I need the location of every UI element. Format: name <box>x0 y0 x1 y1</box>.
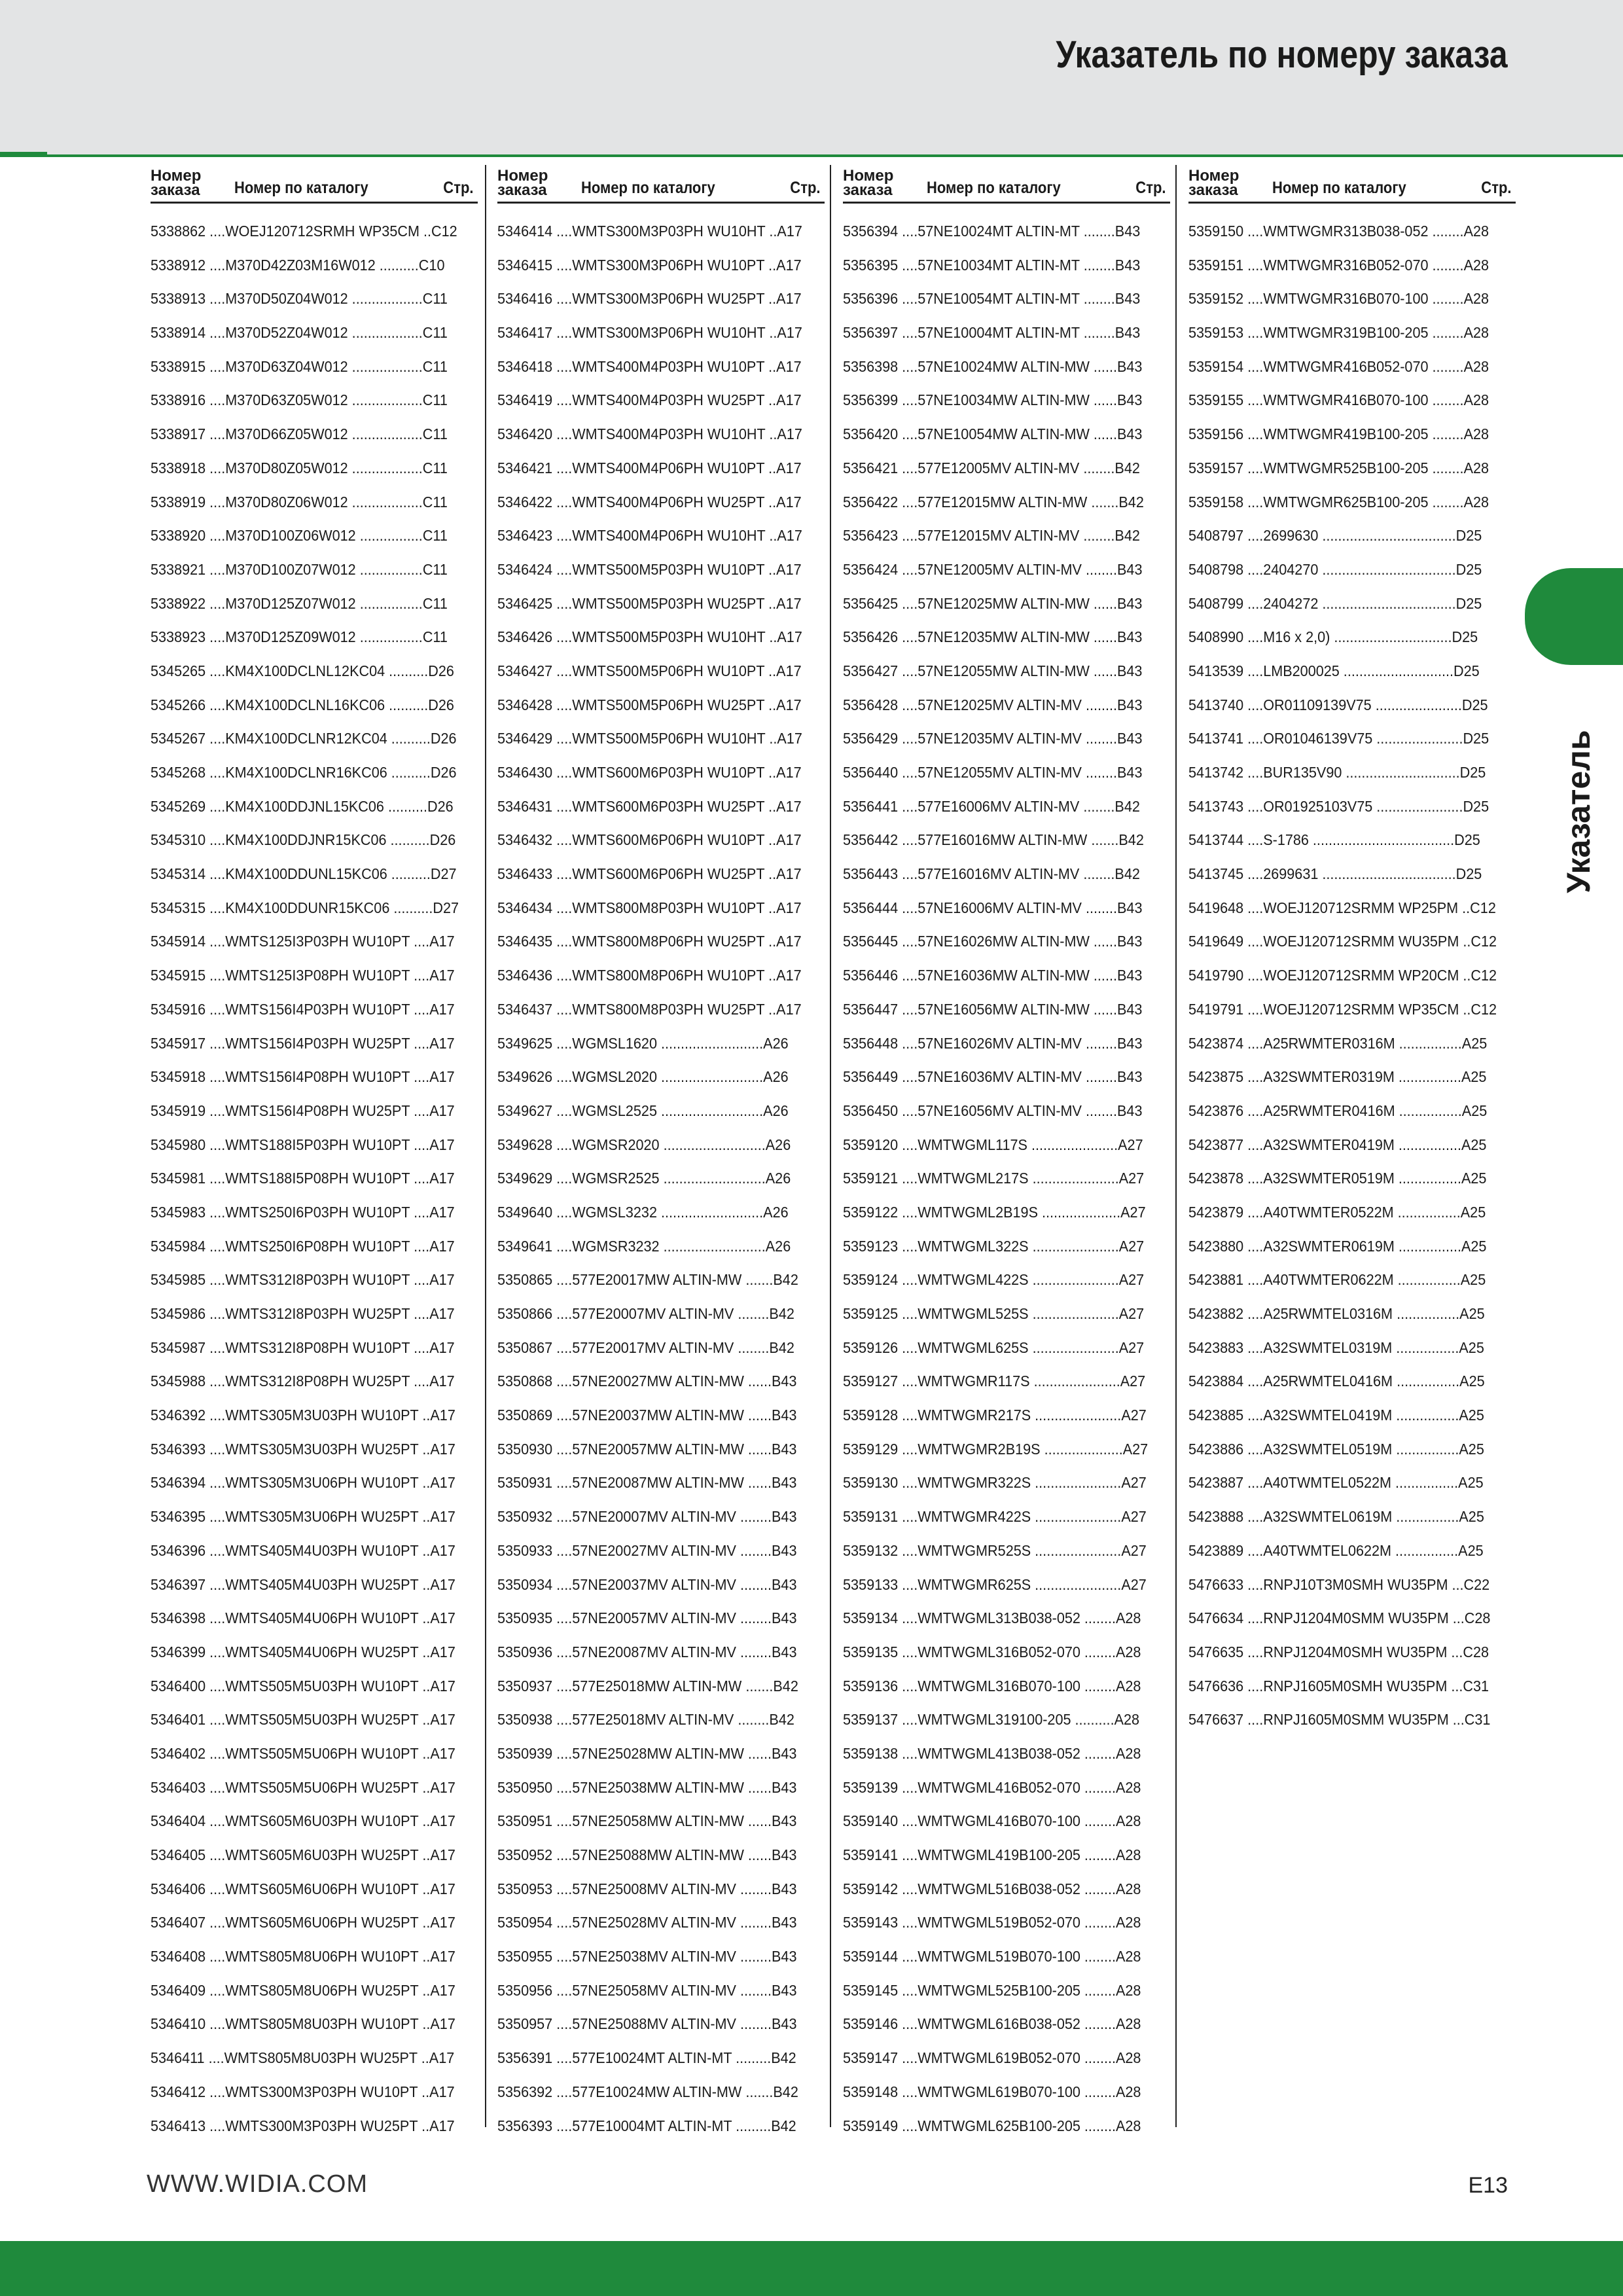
index-entry: 5346421 ....WMTS400M4P06PH WU10PT ..A17 <box>497 459 802 476</box>
index-entry: 5350939 ....57NE25028MW ALTIN-MW ......B43 <box>497 1744 797 1762</box>
index-entry: 5346426 ....WMTS500M5P03PH WU10HT ..A17 <box>497 628 802 646</box>
index-entry: 5359155 ....WMTWGMR416B070-100 ........A28 <box>1188 391 1489 409</box>
index-entry: 5346408 ....WMTS805M8U06PH WU10PT ..A17 <box>151 1948 455 1965</box>
index-entry: 5338923 ....M370D125Z09W012 ................C11 <box>151 628 448 646</box>
index-entry: 5413743 ....OR01925103V75 ......................D25 <box>1188 797 1489 815</box>
footer-band <box>0 2241 1623 2296</box>
index-entry: 5476636 ....RNPJ1605M0SMH WU35PM ...C31 <box>1188 1677 1489 1695</box>
index-entry: 5346396 ....WMTS405M4U03PH WU10PT ..A17 <box>151 1541 455 1559</box>
index-entry: 5345915 ....WMTS125I3P08PH WU10PT ....A17 <box>151 967 455 984</box>
index-entry: 5345987 ....WMTS312I8P08PH WU10PT ....A17 <box>151 1338 455 1356</box>
header-catalog-number: Номер по каталогу <box>927 179 1061 197</box>
index-entry: 5350953 ....57NE25008MV ALTIN-MV ........B43 <box>497 1880 797 1897</box>
index-entry: 5346399 ....WMTS405M4U06PH WU25PT ..A17 <box>151 1643 455 1660</box>
index-entry: 5349627 ....WGMSL2525 ..........................A26 <box>497 1102 789 1119</box>
index-entry: 5356440 ....57NE12055MV ALTIN-MV ........B43 <box>843 764 1143 781</box>
index-entry: 5359143 ....WMTWGML519B052-070 ........A28 <box>843 1914 1141 1931</box>
index-entry: 5423885 ....A32SWMTEL0419M ................A25 <box>1188 1407 1484 1424</box>
index-entry: 5423887 ....A40TWMTEL0522M ................A25 <box>1188 1474 1484 1492</box>
index-entry: 5346397 ....WMTS405M4U03PH WU25PT ..A17 <box>151 1575 455 1593</box>
column-header <box>497 162 825 204</box>
header-order-number: Номер заказа <box>151 167 202 199</box>
index-entry: 5346429 ....WMTS500M5P06PH WU10HT ..A17 <box>497 730 802 747</box>
index-entry: 5356450 ....57NE16056MV ALTIN-MV ........B43 <box>843 1102 1143 1119</box>
index-entry: 5349629 ....WGMSR2525 ..........................A26 <box>497 1170 791 1187</box>
index-entry: 5423882 ....A25RWMTEL0316M ................A25 <box>1188 1305 1485 1322</box>
index-column-4 <box>1188 162 1516 1729</box>
index-entry: 5338921 ....M370D100Z07W012 ................C11 <box>151 560 448 578</box>
index-entry: 5346402 ....WMTS505M5U06PH WU10PT ..A17 <box>151 1744 455 1762</box>
index-entry: 5346413 ....WMTS300M3P03PH WU25PT ..A17 <box>151 2117 455 2134</box>
index-entry: 5359150 ....WMTWGMR313B038-052 ........A28 <box>1188 223 1489 240</box>
header-band <box>0 0 1623 154</box>
index-entry: 5356423 ....577E12015MV ALTIN-MV ........B42 <box>843 527 1140 545</box>
index-entry: 5359154 ....WMTWGMR416B052-070 ........A28 <box>1188 357 1489 375</box>
index-entry: 5419649 ....WOEJ120712SRMM WU35PM ..C12 <box>1188 933 1497 950</box>
index-entry: 5359131 ....WMTWGMR422S ......................A27 <box>843 1508 1147 1526</box>
index-entry: 5338916 ....M370D63Z05W012 ..................C11 <box>151 391 448 409</box>
index-entry: 5356392 ....577E10024MW ALTIN-MW .......B42 <box>497 2083 798 2100</box>
index-entry: 5349641 ....WGMSR3232 ..........................A26 <box>497 1237 791 1255</box>
index-entry: 5359133 ....WMTWGMR625S ......................A27 <box>843 1575 1147 1593</box>
index-entry: 5345985 ....WMTS312I8P03PH WU10PT ....A17 <box>151 1271 455 1289</box>
index-entry: 5338862 ....WOEJ120712SRMH WP35CM ..C12 <box>151 223 457 240</box>
index-entry: 5350935 ....57NE20057MV ALTIN-MV ........B43 <box>497 1609 797 1627</box>
index-entry: 5346418 ....WMTS400M4P03PH WU10PT ..A17 <box>497 357 802 375</box>
index-entry: 5346414 ....WMTS300M3P03PH WU10HT ..A17 <box>497 223 802 240</box>
index-entry: 5338913 ....M370D50Z04W012 ..................C11 <box>151 290 448 308</box>
index-entry: 5356398 ....57NE10024MW ALTIN-MW ......B43 <box>843 357 1143 375</box>
header-catalog-number: Номер по каталогу <box>581 179 715 197</box>
index-column-1 <box>151 162 478 2134</box>
index-entry: 5350866 ....577E20007MV ALTIN-MV ........B42 <box>497 1305 794 1322</box>
index-entry: 5338912 ....M370D42Z03M16W012 ..........C10 <box>151 256 445 274</box>
header-order-number: Номер заказа <box>497 167 548 199</box>
index-entry: 5419648 ....WOEJ120712SRMM WP25PM ..C12 <box>1188 899 1496 916</box>
index-entry: 5346411 ....WMTS805M8U03PH WU25PT ..A17 <box>151 2049 455 2067</box>
index-entry: 5423889 ....A40TWMTEL0622M ................A25 <box>1188 1541 1484 1559</box>
index-entry: 5346410 ....WMTS805M8U03PH WU10PT ..A17 <box>151 2015 455 2033</box>
index-entry: 5346420 ....WMTS400M4P03PH WU10HT ..A17 <box>497 425 802 443</box>
index-entry: 5423886 ....A32SWMTEL0519M ................A25 <box>1188 1440 1484 1458</box>
index-entry: 5359123 ....WMTWGML322S ......................A27 <box>843 1237 1145 1255</box>
index-entry: 5356449 ....57NE16036MV ALTIN-MV ........B43 <box>843 1068 1143 1086</box>
index-entry: 5346416 ....WMTS300M3P06PH WU25PT ..A17 <box>497 290 802 308</box>
index-entry: 5345266 ....KM4X100DCLNL16KC06 ..........D26 <box>151 696 454 713</box>
index-entry: 5345919 ....WMTS156I4P08PH WU25PT ....A17 <box>151 1102 455 1119</box>
column-divider <box>830 165 831 2127</box>
index-entry: 5413740 ....OR01109139V75 ......................D25 <box>1188 696 1488 713</box>
index-entry: 5356428 ....57NE12025MV ALTIN-MV ........B43 <box>843 696 1143 713</box>
index-entry: 5346401 ....WMTS505M5U03PH WU25PT ..A17 <box>151 1711 455 1729</box>
index-entry: 5346422 ....WMTS400M4P06PH WU25PT ..A17 <box>497 493 802 511</box>
index-entry: 5356424 ....57NE12005MV ALTIN-MV ........B43 <box>843 560 1143 578</box>
index-list <box>151 215 478 2143</box>
column-header <box>843 162 1170 204</box>
index-entry: 5408797 ....2699630 ..................................D25 <box>1188 527 1482 545</box>
index-entry: 5356399 ....57NE10034MW ALTIN-MW ......B43 <box>843 391 1143 409</box>
header-page: Стр. <box>790 179 821 197</box>
index-entry: 5359136 ....WMTWGML316B070-100 ........A28 <box>843 1677 1141 1695</box>
index-entry: 5350867 ....577E20017MV ALTIN-MV ........B42 <box>497 1338 794 1356</box>
index-entry: 5350955 ....57NE25038MV ALTIN-MV ........B43 <box>497 1948 797 1965</box>
index-entry: 5346415 ....WMTS300M3P06PH WU10PT ..A17 <box>497 256 802 274</box>
index-entry: 5359156 ....WMTWGMR419B100-205 ........A28 <box>1188 425 1489 443</box>
index-entry: 5345980 ....WMTS188I5P03PH WU10PT ....A17 <box>151 1136 455 1153</box>
index-entry: 5346435 ....WMTS800M8P06PH WU25PT ..A17 <box>497 933 802 950</box>
header-page: Стр. <box>1135 179 1166 197</box>
index-entry: 5359148 ....WMTWGML619B070-100 ........A28 <box>843 2083 1141 2100</box>
index-entry: 5350951 ....57NE25058MW ALTIN-MW ......B43 <box>497 1812 797 1830</box>
index-list <box>843 215 1170 2143</box>
header-page: Стр. <box>443 179 474 197</box>
index-entry: 5423880 ....A32SWMTER0619M ................A25 <box>1188 1237 1487 1255</box>
index-entry: 5345983 ....WMTS250I6P03PH WU10PT ....A17 <box>151 1203 455 1221</box>
index-entry: 5359157 ....WMTWGMR525B100-205 ........A28 <box>1188 459 1489 476</box>
index-entry: 5356422 ....577E12015MW ALTIN-MW .......B42 <box>843 493 1144 511</box>
index-entry: 5359145 ....WMTWGML525B100-205 ........A28 <box>843 1981 1141 1999</box>
index-entry: 5359144 ....WMTWGML519B070-100 ........A28 <box>843 1948 1141 1965</box>
index-entry: 5423883 ....A32SWMTEL0319M ................A25 <box>1188 1338 1484 1356</box>
footer-url: WWW.WIDIA.COM <box>147 2170 368 2198</box>
index-entry: 5356429 ....57NE12035MV ALTIN-MV ........B43 <box>843 730 1143 747</box>
index-entry: 5346392 ....WMTS305M3U03PH WU10PT ..A17 <box>151 1407 455 1424</box>
index-entry: 5346434 ....WMTS800M8P03PH WU10PT ..A17 <box>497 899 802 916</box>
index-entry: 5359135 ....WMTWGML316B052-070 ........A28 <box>843 1643 1141 1660</box>
index-entry: 5356446 ....57NE16036MW ALTIN-MW ......B43 <box>843 967 1143 984</box>
index-entry: 5359132 ....WMTWGMR525S ......................A27 <box>843 1541 1147 1559</box>
index-entry: 5356426 ....57NE12035MW ALTIN-MW ......B43 <box>843 628 1143 646</box>
index-entry: 5345310 ....KM4X100DDJNR15KC06 ..........D26 <box>151 831 456 849</box>
index-entry: 5346433 ....WMTS600M6P06PH WU25PT ..A17 <box>497 865 802 883</box>
index-entry: 5346393 ....WMTS305M3U03PH WU25PT ..A17 <box>151 1440 455 1458</box>
index-entry: 5356448 ....57NE16026MV ALTIN-MV ........B43 <box>843 1034 1143 1052</box>
index-entry: 5413744 ....S-1786 ....................................D25 <box>1188 831 1480 849</box>
header-catalog-number: Номер по каталогу <box>234 179 368 197</box>
index-entry: 5345315 ....KM4X100DDUNR15KC06 ..........D27 <box>151 899 459 916</box>
page-title: Указатель по номеру заказа <box>1056 33 1508 76</box>
index-entry: 5359121 ....WMTWGML217S ......................A27 <box>843 1170 1145 1187</box>
index-entry: 5350937 ....577E25018MW ALTIN-MW .......B42 <box>497 1677 798 1695</box>
index-entry: 5338919 ....M370D80Z06W012 ..................C11 <box>151 493 448 511</box>
index-entry: 5476634 ....RNPJ1204M0SMM WU35PM ...C28 <box>1188 1609 1491 1627</box>
index-entry: 5346395 ....WMTS305M3U06PH WU25PT ..A17 <box>151 1508 455 1526</box>
index-entry: 5423884 ....A25RWMTEL0416M ................A25 <box>1188 1372 1485 1390</box>
index-entry: 5345267 ....KM4X100DCLNR12KC04 ..........D26 <box>151 730 457 747</box>
index-entry: 5359142 ....WMTWGML516B038-052 ........A28 <box>843 1880 1141 1897</box>
index-entry: 5359134 ....WMTWGML313B038-052 ........A28 <box>843 1609 1141 1627</box>
index-entry: 5345314 ....KM4X100DDUNL15KC06 ..........D27 <box>151 865 457 883</box>
index-entry: 5359151 ....WMTWGMR316B052-070 ........A28 <box>1188 256 1489 274</box>
index-entry: 5346428 ....WMTS500M5P06PH WU25PT ..A17 <box>497 696 802 713</box>
header-catalog-number: Номер по каталогу <box>1272 179 1406 197</box>
index-column-2 <box>497 162 825 2134</box>
header-page: Стр. <box>1481 179 1512 197</box>
index-entry: 5408799 ....2404272 ..................................D25 <box>1188 594 1482 612</box>
index-entry: 5338917 ....M370D66Z05W012 ..................C11 <box>151 425 448 443</box>
index-entry: 5349626 ....WGMSL2020 ..........................A26 <box>497 1068 789 1086</box>
index-entry: 5413741 ....OR01046139V75 ......................D25 <box>1188 730 1489 747</box>
index-entry: 5356444 ....57NE16006MV ALTIN-MV ........B43 <box>843 899 1143 916</box>
index-entry: 5359125 ....WMTWGML525S ......................A27 <box>843 1305 1145 1322</box>
index-entry: 5359158 ....WMTWGMR625B100-205 ........A28 <box>1188 493 1489 511</box>
index-entry: 5359141 ....WMTWGML419B100-205 ........A28 <box>843 1846 1141 1863</box>
index-entry: 5423876 ....A25RWMTER0416M ................A25 <box>1188 1102 1488 1119</box>
header-accent-tab <box>0 152 47 157</box>
header-order-number: Номер заказа <box>1188 167 1240 199</box>
index-entry: 5423874 ....A25RWMTER0316M ................A25 <box>1188 1034 1488 1052</box>
index-entry: 5346417 ....WMTS300M3P06PH WU10HT ..A17 <box>497 324 802 342</box>
index-entry: 5349628 ....WGMSR2020 ..........................A26 <box>497 1136 791 1153</box>
index-entry: 5346406 ....WMTS605M6U06PH WU10PT ..A17 <box>151 1880 455 1897</box>
index-entry: 5346437 ....WMTS800M8P03PH WU25PT ..A17 <box>497 1000 802 1018</box>
index-entry: 5346403 ....WMTS505M5U06PH WU25PT ..A17 <box>151 1778 455 1796</box>
index-entry: 5423877 ....A32SWMTER0419M ................A25 <box>1188 1136 1487 1153</box>
index-entry: 5345981 ....WMTS188I5P08PH WU10PT ....A17 <box>151 1170 455 1187</box>
index-entry: 5350934 ....57NE20037MV ALTIN-MV ........B43 <box>497 1575 797 1593</box>
index-entry: 5413745 ....2699631 ..................................D25 <box>1188 865 1482 883</box>
index-entry: 5345268 ....KM4X100DCLNR16KC06 ..........D26 <box>151 764 457 781</box>
index-entry: 5356427 ....57NE12055MW ALTIN-MW ......B43 <box>843 662 1143 679</box>
index-entry: 5359149 ....WMTWGML625B100-205 ........A28 <box>843 2117 1141 2134</box>
column-header <box>1188 162 1516 204</box>
index-entry: 5350865 ....577E20017MW ALTIN-MW .......B42 <box>497 1271 798 1289</box>
index-entry: 5345916 ....WMTS156I4P03PH WU10PT ....A17 <box>151 1000 455 1018</box>
index-entry: 5356425 ....57NE12025MW ALTIN-MW ......B43 <box>843 594 1143 612</box>
index-entry: 5356443 ....577E16016MV ALTIN-MV ........B42 <box>843 865 1140 883</box>
index-entry: 5359126 ....WMTWGML625S ......................A27 <box>843 1338 1145 1356</box>
index-entry: 5350932 ....57NE20007MV ALTIN-MV ........B43 <box>497 1508 797 1526</box>
index-entry: 5346430 ....WMTS600M6P03PH WU10PT ..A17 <box>497 764 802 781</box>
index-entry: 5346431 ....WMTS600M6P03PH WU25PT ..A17 <box>497 797 802 815</box>
index-entry: 5419791 ....WOEJ120712SRMM WP35CM ..C12 <box>1188 1000 1497 1018</box>
index-entry: 5423878 ....A32SWMTER0519M ................A25 <box>1188 1170 1487 1187</box>
column-divider <box>485 165 486 2127</box>
index-entry: 5359137 ....WMTWGML319100-205 ..........A28 <box>843 1711 1140 1729</box>
index-entry: 5338918 ....M370D80Z05W012 ..................C11 <box>151 459 448 476</box>
index-entry: 5338920 ....M370D100Z06W012 ................C11 <box>151 527 448 545</box>
index-entry: 5346427 ....WMTS500M5P06PH WU10PT ..A17 <box>497 662 802 679</box>
column-header <box>151 162 478 204</box>
index-entry: 5359124 ....WMTWGML422S ......................A27 <box>843 1271 1145 1289</box>
index-entry: 5423881 ....A40TWMTER0622M ................A25 <box>1188 1271 1486 1289</box>
index-entry: 5356391 ....577E10024MT ALTIN-MT .........B42 <box>497 2049 796 2067</box>
index-list <box>497 215 825 2143</box>
index-entry: 5350957 ....57NE25088MV ALTIN-MV ........B43 <box>497 2015 797 2033</box>
index-entry: 5346419 ....WMTS400M4P03PH WU25PT ..A17 <box>497 391 802 409</box>
side-section-label: Указатель <box>1560 730 1597 893</box>
index-entry: 5345265 ....KM4X100DCLNL12KC04 ..........D26 <box>151 662 454 679</box>
index-entry: 5356441 ....577E16006MV ALTIN-MV ........B42 <box>843 797 1140 815</box>
index-entry: 5346424 ....WMTS500M5P03PH WU10PT ..A17 <box>497 560 802 578</box>
index-entry: 5338914 ....M370D52Z04W012 ..................C11 <box>151 324 448 342</box>
index-entry: 5350868 ....57NE20027MW ALTIN-MW ......B43 <box>497 1372 797 1390</box>
index-entry: 5356395 ....57NE10034MT ALTIN-MT ........B43 <box>843 256 1141 274</box>
index-entry: 5346407 ....WMTS605M6U06PH WU25PT ..A17 <box>151 1914 455 1931</box>
index-entry: 5359138 ....WMTWGML413B038-052 ........A28 <box>843 1744 1141 1762</box>
header-rule <box>46 154 1623 157</box>
index-entry: 5346425 ....WMTS500M5P03PH WU25PT ..A17 <box>497 594 802 612</box>
footer-page-number: E13 <box>1468 2173 1508 2198</box>
index-entry: 5356421 ....577E12005MV ALTIN-MV ........B42 <box>843 459 1140 476</box>
index-entry: 5345988 ....WMTS312I8P08PH WU25PT ....A17 <box>151 1372 455 1390</box>
index-entry: 5346432 ....WMTS600M6P06PH WU10PT ..A17 <box>497 831 802 849</box>
index-entry: 5350933 ....57NE20027MV ALTIN-MV ........B43 <box>497 1541 797 1559</box>
index-entry: 5413539 ....LMB200025 ............................D25 <box>1188 662 1480 679</box>
index-entry: 5359127 ....WMTWGMR117S ......................A27 <box>843 1372 1146 1390</box>
index-entry: 5419790 ....WOEJ120712SRMM WP20CM ..C12 <box>1188 967 1497 984</box>
column-divider <box>1175 165 1177 2127</box>
index-entry: 5359147 ....WMTWGML619B052-070 ........A28 <box>843 2049 1141 2067</box>
index-entry: 5476637 ....RNPJ1605M0SMM WU35PM ...C31 <box>1188 1711 1491 1729</box>
index-entry: 5359146 ....WMTWGML616B038-052 ........A28 <box>843 2015 1141 2033</box>
index-entry: 5359130 ....WMTWGMR322S ......................A27 <box>843 1474 1147 1492</box>
index-entry: 5356442 ....577E16016MW ALTIN-MW .......B42 <box>843 831 1144 849</box>
index-entry: 5359152 ....WMTWGMR316B070-100 ........A28 <box>1188 290 1489 308</box>
index-entry: 5359129 ....WMTWGMR2B19S ....................A27 <box>843 1440 1149 1458</box>
header-order-number: Номер заказа <box>843 167 894 199</box>
index-column-3 <box>843 162 1170 2134</box>
index-entry: 5346394 ....WMTS305M3U06PH WU10PT ..A17 <box>151 1474 455 1492</box>
index-entry: 5345917 ....WMTS156I4P03PH WU25PT ....A17 <box>151 1034 455 1052</box>
index-list <box>1188 215 1516 1737</box>
index-entry: 5359140 ....WMTWGML416B070-100 ........A28 <box>843 1812 1141 1830</box>
index-entry: 5359120 ....WMTWGML117S ......................A27 <box>843 1136 1143 1153</box>
index-entry: 5350950 ....57NE25038MW ALTIN-MW ......B43 <box>497 1778 797 1796</box>
index-entry: 5346436 ....WMTS800M8P06PH WU10PT ..A17 <box>497 967 802 984</box>
index-entry: 5346405 ....WMTS605M6U03PH WU25PT ..A17 <box>151 1846 455 1863</box>
index-entry: 5359139 ....WMTWGML416B052-070 ........A28 <box>843 1778 1141 1796</box>
index-entry: 5356397 ....57NE10004MT ALTIN-MT ........B43 <box>843 324 1141 342</box>
index-entry: 5356447 ....57NE16056MW ALTIN-MW ......B43 <box>843 1000 1143 1018</box>
index-entry: 5356393 ....577E10004MT ALTIN-MT .........B42 <box>497 2117 796 2134</box>
index-entry: 5350930 ....57NE20057MW ALTIN-MW ......B43 <box>497 1440 797 1458</box>
index-entry: 5346423 ....WMTS400M4P06PH WU10HT ..A17 <box>497 527 802 545</box>
index-entry: 5350952 ....57NE25088MW ALTIN-MW ......B43 <box>497 1846 797 1863</box>
index-entry: 5350954 ....57NE25028MV ALTIN-MV ........B43 <box>497 1914 797 1931</box>
index-entry: 5345986 ....WMTS312I8P03PH WU25PT ....A17 <box>151 1305 455 1322</box>
index-entry: 5345984 ....WMTS250I6P08PH WU10PT ....A17 <box>151 1237 455 1255</box>
index-entry: 5346412 ....WMTS300M3P03PH WU10PT ..A17 <box>151 2083 455 2100</box>
index-entry: 5346409 ....WMTS805M8U06PH WU25PT ..A17 <box>151 1981 455 1999</box>
side-tab <box>1525 568 1623 665</box>
index-entry: 5338915 ....M370D63Z04W012 ..................C11 <box>151 357 448 375</box>
index-entry: 5345269 ....KM4X100DDJNL15KC06 ..........D26 <box>151 797 454 815</box>
index-entry: 5350931 ....57NE20087MW ALTIN-MW ......B43 <box>497 1474 797 1492</box>
index-entry: 5356445 ....57NE16026MW ALTIN-MW ......B43 <box>843 933 1143 950</box>
index-entry: 5423888 ....A32SWMTEL0619M ................A25 <box>1188 1508 1484 1526</box>
index-entry: 5350956 ....57NE25058MV ALTIN-MV ........B43 <box>497 1981 797 1999</box>
index-entry: 5356396 ....57NE10054MT ALTIN-MT ........B43 <box>843 290 1141 308</box>
index-entry: 5346400 ....WMTS505M5U03PH WU10PT ..A17 <box>151 1677 455 1695</box>
index-entry: 5345918 ....WMTS156I4P08PH WU10PT ....A17 <box>151 1068 455 1086</box>
index-entry: 5349625 ....WGMSL1620 ..........................A26 <box>497 1034 789 1052</box>
index-entry: 5338922 ....M370D125Z07W012 ................C11 <box>151 594 448 612</box>
index-entry: 5476635 ....RNPJ1204M0SMH WU35PM ...C28 <box>1188 1643 1489 1660</box>
index-entry: 5345914 ....WMTS125I3P03PH WU10PT ....A17 <box>151 933 455 950</box>
index-entry: 5346404 ....WMTS605M6U03PH WU10PT ..A17 <box>151 1812 455 1830</box>
index-entry: 5423875 ....A32SWMTER0319M ................A25 <box>1188 1068 1487 1086</box>
index-entry: 5476633 ....RNPJ10T3M0SMH WU35PM ...C22 <box>1188 1575 1490 1593</box>
index-entry: 5408798 ....2404270 ..................................D25 <box>1188 560 1482 578</box>
index-entry: 5356394 ....57NE10024MT ALTIN-MT ........B43 <box>843 223 1141 240</box>
index-entry: 5350869 ....57NE20037MW ALTIN-MW ......B43 <box>497 1407 797 1424</box>
index-entry: 5349640 ....WGMSL3232 ..........................A26 <box>497 1203 789 1221</box>
index-entry: 5359122 ....WMTWGML2B19S ....................A27 <box>843 1203 1146 1221</box>
index-entry: 5413742 ....BUR135V90 .............................D25 <box>1188 764 1486 781</box>
index-entry: 5346398 ....WMTS405M4U06PH WU10PT ..A17 <box>151 1609 455 1627</box>
index-entry: 5359128 ....WMTWGMR217S ......................A27 <box>843 1407 1147 1424</box>
index-entry: 5359153 ....WMTWGMR319B100-205 ........A28 <box>1188 324 1489 342</box>
index-entry: 5350936 ....57NE20087MV ALTIN-MV ........B43 <box>497 1643 797 1660</box>
index-entry: 5408990 ....M16 x 2,0) ..............................D25 <box>1188 628 1478 646</box>
index-entry: 5356420 ....57NE10054MW ALTIN-MW ......B43 <box>843 425 1143 443</box>
index-entry: 5423879 ....A40TWMTER0522M ................A25 <box>1188 1203 1486 1221</box>
index-entry: 5350938 ....577E25018MV ALTIN-MV ........B42 <box>497 1711 794 1729</box>
